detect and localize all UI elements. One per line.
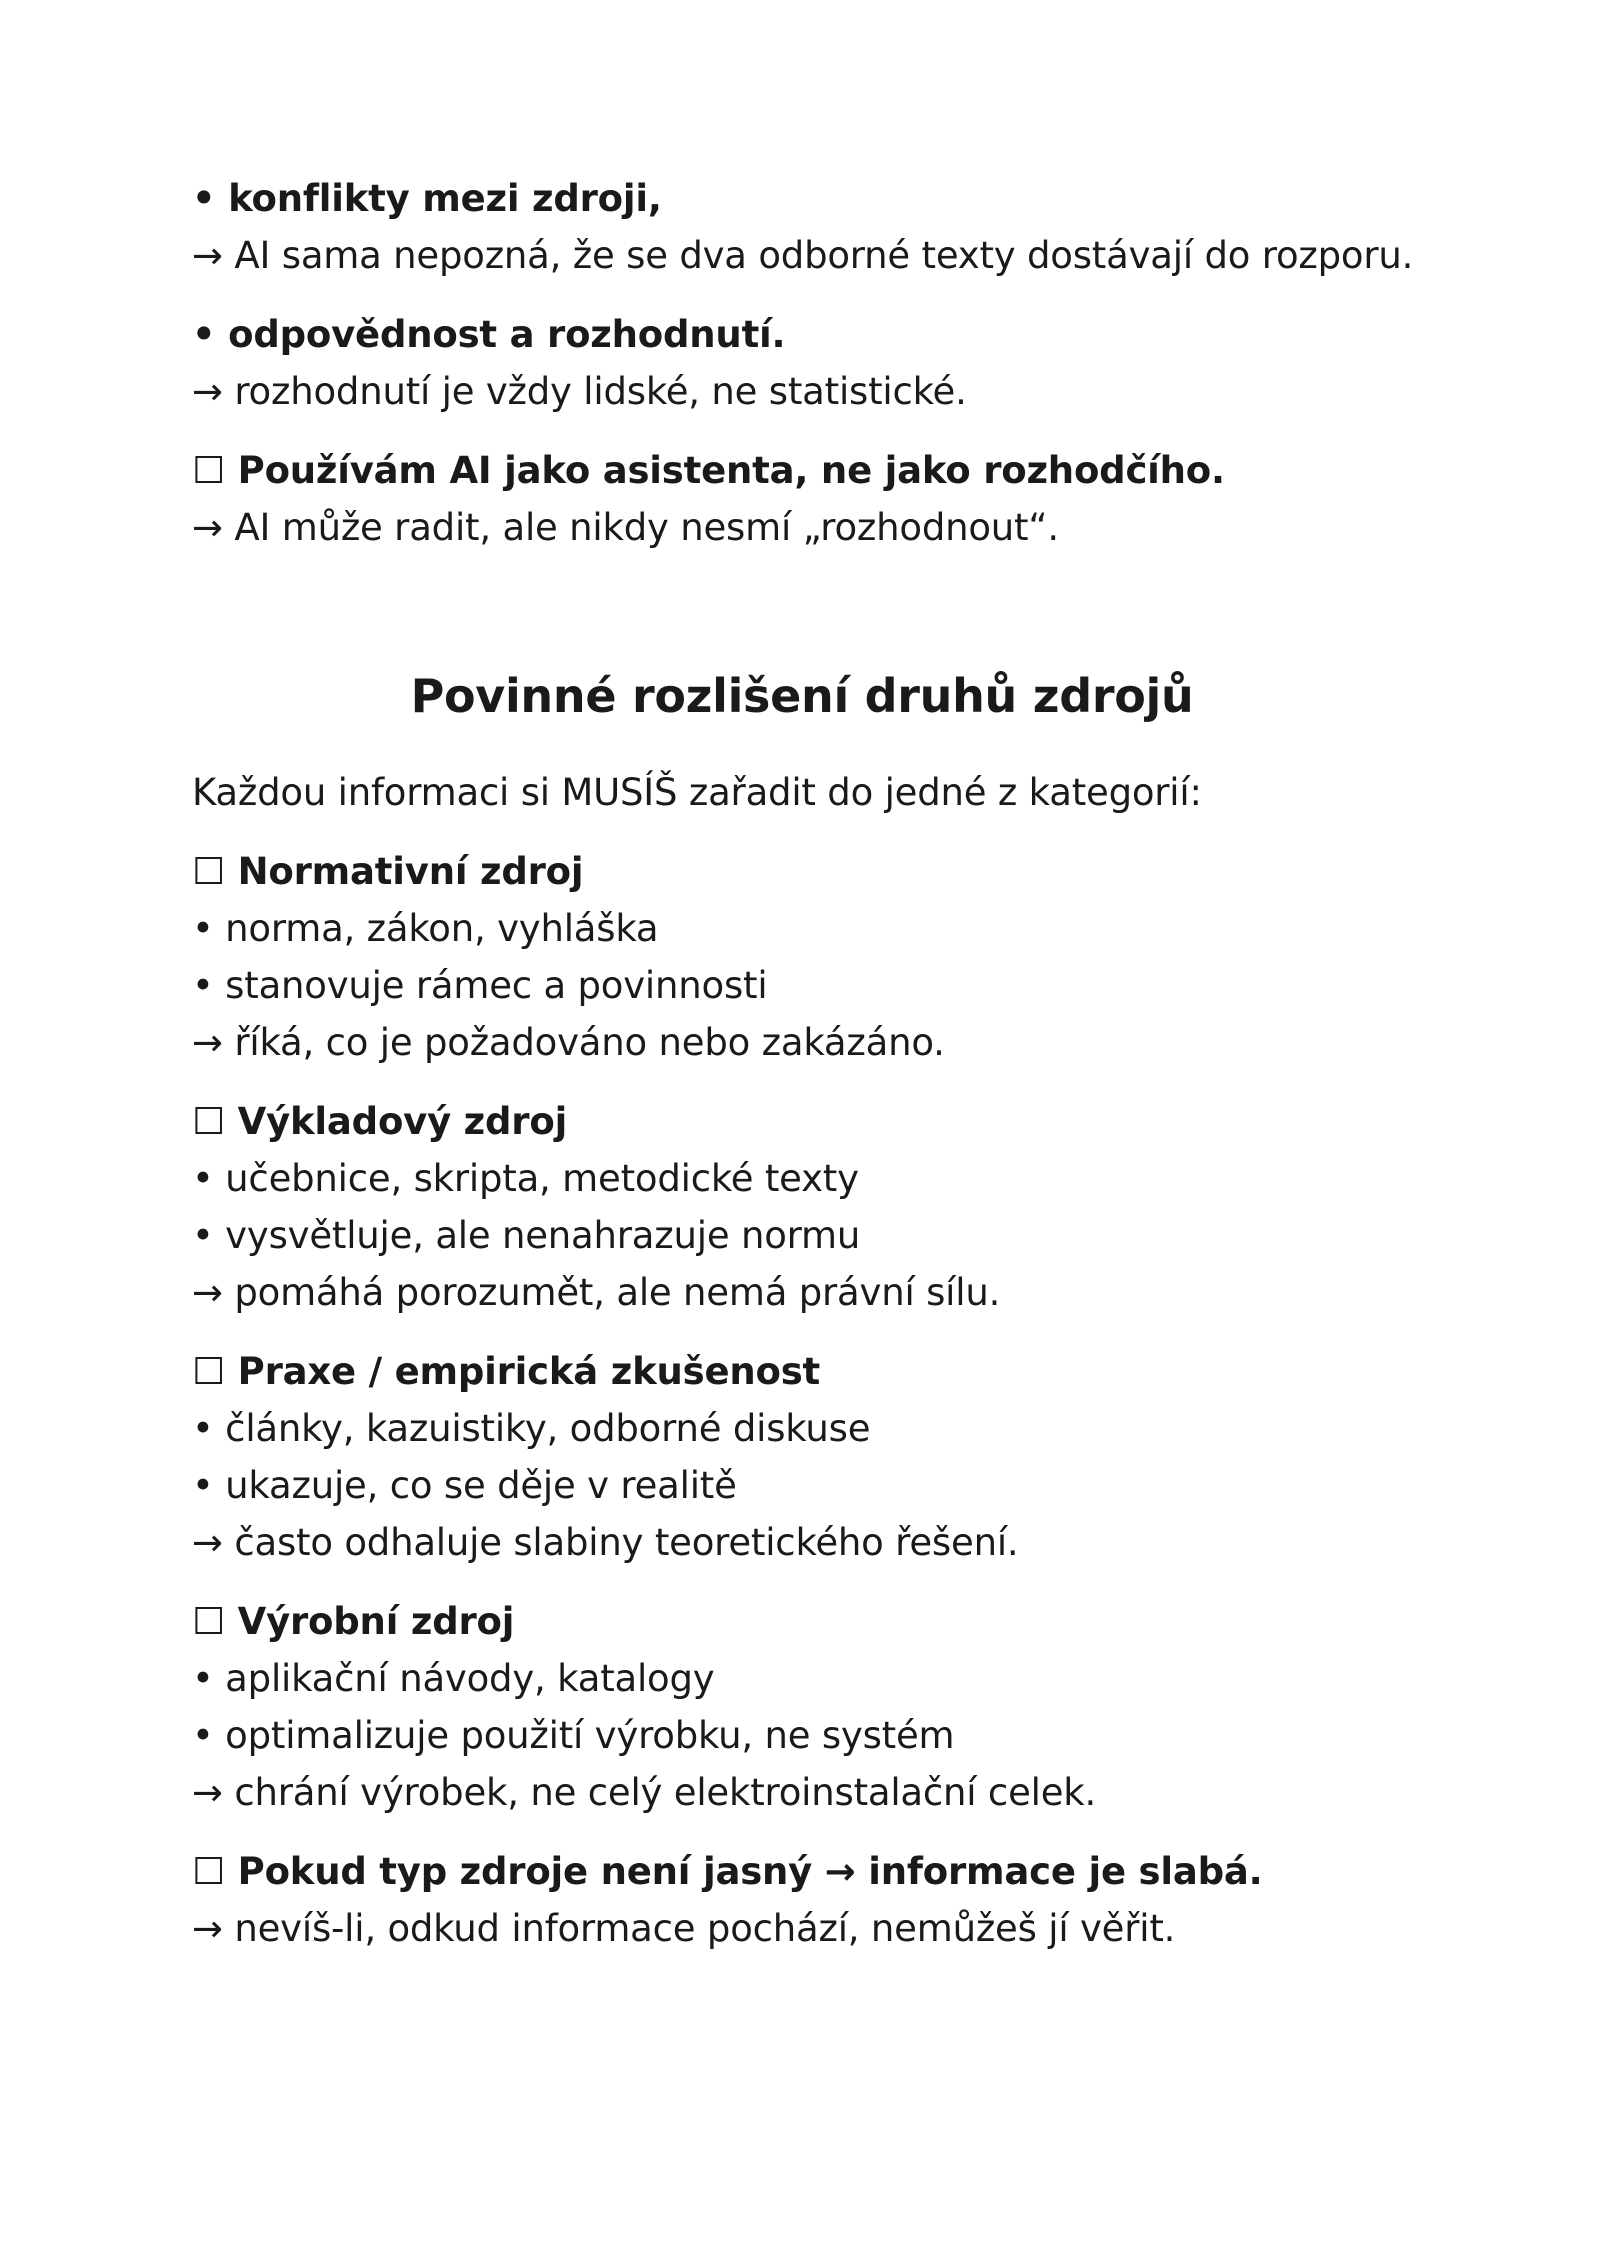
category-line: → chrání výrobek, ne celý elektroinstalační celek. (192, 1771, 1097, 1814)
category-title: ☐ Normativní zdroj (192, 850, 584, 893)
category-normative (192, 843, 1412, 1071)
category-line: → pomáhá porozumět, ale nemá právní sílu. (192, 1271, 1001, 1314)
category-line: • články, kazuistiky, odborné diskuse (192, 1407, 871, 1450)
category-line: • ukazuje, co se děje v realitě (192, 1464, 737, 1507)
section-heading: Povinné rozlišení druhů zdrojů (410, 669, 1194, 723)
item-note: → rozhodnutí je vždy lidské, ne statistické. (192, 370, 967, 413)
document-page (192, 170, 1412, 1957)
category-title: ☐ Výrobní zdroj (192, 1600, 515, 1643)
category-title: ☐ Výkladový zdroj (192, 1100, 568, 1143)
category-line: • optimalizuje použití výrobku, ne systém (192, 1714, 955, 1757)
category-title: ☐ Praxe / empirická zkušenost (192, 1350, 821, 1393)
final-rule (192, 1843, 1412, 1957)
item-note: → AI může radit, ale nikdy nesmí „rozhodnout“. (192, 506, 1059, 549)
final-rule-note: → nevíš-li, odkud informace pochází, nemůžeš jí věřit. (192, 1907, 1176, 1950)
item-title: • konflikty mezi zdroji, (192, 177, 662, 220)
item-source-conflicts (192, 170, 1412, 284)
item-title: • odpovědnost a rozhodnutí. (192, 313, 786, 356)
category-line: → říká, co je požadováno nebo zakázáno. (192, 1021, 945, 1064)
category-line: • norma, zákon, vyhláška (192, 907, 659, 950)
category-explanatory (192, 1093, 1412, 1321)
category-line: • aplikační návody, katalogy (192, 1657, 715, 1700)
category-line: • stanovuje rámec a povinnosti (192, 964, 768, 1007)
item-responsibility (192, 306, 1412, 420)
section-intro: Každou informaci si MUSÍŠ zařadit do jedné z kategorií: (192, 771, 1202, 814)
category-line: → často odhaluje slabiny teoretického řešení. (192, 1521, 1019, 1564)
category-line: • učebnice, skripta, metodické texty (192, 1157, 859, 1200)
category-line: • vysvětluje, ale nenahrazuje normu (192, 1214, 861, 1257)
item-title: ☐ Používám AI jako asistenta, ne jako rozhodčího. (192, 449, 1225, 492)
final-rule-title: ☐ Pokud typ zdroje není jasný → informace je slabá. (192, 1850, 1263, 1893)
category-practice (192, 1343, 1412, 1571)
category-manufacturer (192, 1593, 1412, 1821)
item-ai-assistant (192, 442, 1412, 556)
item-note: → AI sama nepozná, že se dva odborné texty dostávají do rozporu. (192, 234, 1414, 277)
